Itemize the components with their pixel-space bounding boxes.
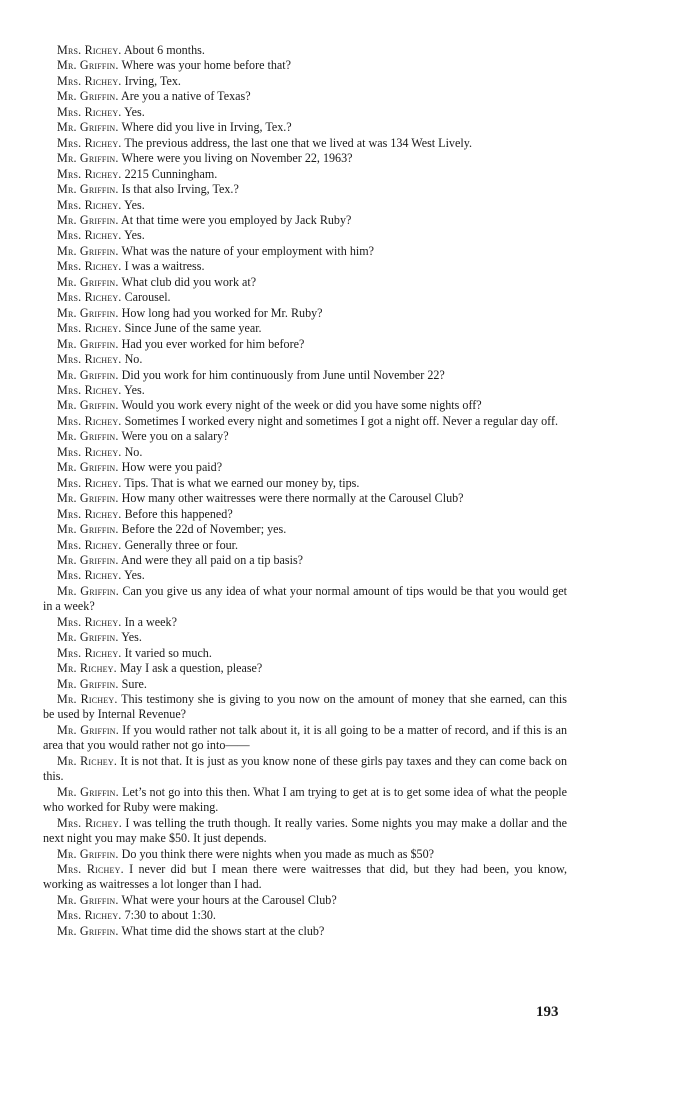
speech-text: 2215 Cunningham. <box>124 166 218 181</box>
testimony-line <box>43 182 567 197</box>
speaker-name: Mrs. Richey. <box>57 166 122 181</box>
testimony-line <box>43 924 567 939</box>
speaker-name: Mr. Griffin. <box>57 846 119 861</box>
speaker-name: Mr. Richey. <box>57 692 118 707</box>
speech-text: Were you on a salary? <box>121 429 229 444</box>
speech-text: Would you work every night of the week or did you have some nights off? <box>121 398 482 413</box>
testimony-line <box>43 290 567 305</box>
testimony-line <box>43 538 567 553</box>
speech-text: About 6 months. <box>123 43 205 57</box>
speaker-name: Mr. Griffin. <box>57 722 119 737</box>
testimony-line <box>43 754 567 785</box>
speaker-name: Mrs. Richey. <box>57 382 122 397</box>
testimony-line <box>43 337 567 352</box>
speech-text: What time did the shows start at the club? <box>121 923 325 938</box>
testimony-line <box>43 58 567 73</box>
page-number: 193 <box>536 1004 559 1020</box>
speaker-name: Mrs. Richey. <box>57 43 122 57</box>
speech-text: This testimony she is giving to you now on the amount of money that she earned, can this be used by Internal Revenue? <box>43 692 567 722</box>
testimony-line <box>43 414 567 429</box>
speaker-name: Mrs. Richey. <box>57 321 122 336</box>
speech-text: No. <box>124 444 143 459</box>
speech-text: No. <box>124 352 143 367</box>
speaker-name: Mr. Griffin. <box>57 784 119 799</box>
speaker-name: Mrs. Richey. <box>57 135 122 150</box>
speaker-name: Mrs. Richey. <box>57 568 122 583</box>
speech-text: And were they all paid on a tip basis? <box>121 552 304 567</box>
speech-text: Do you think there were nights when you made as much as $50? <box>121 846 435 861</box>
speaker-name: Mrs. Richey. <box>57 908 122 923</box>
testimony-line <box>43 120 567 135</box>
speech-text: Can you give us any idea of what your normal amount of tips would be that you would get in a week? <box>43 583 567 614</box>
speaker-name: Mrs. Richey. <box>57 259 122 274</box>
speaker-name: Mrs. Richey. <box>57 413 122 428</box>
speaker-name: Mr. Griffin. <box>57 120 119 135</box>
speaker-name: Mrs. Richey. <box>57 614 122 629</box>
testimony-line <box>43 507 567 522</box>
speech-text: I was telling the truth though. It really varies. Some nights you may make a dollar and the next night you may make $50. It just depends. <box>43 815 567 846</box>
testimony-line <box>43 151 567 166</box>
testimony-line <box>43 460 567 475</box>
speaker-name: Mrs. Richey. <box>57 197 122 212</box>
speech-text: Before this happened? <box>124 506 233 521</box>
speech-text: Did you work for him continuously from June until November 22? <box>121 367 445 382</box>
speaker-name: Mr. Griffin. <box>57 583 119 598</box>
testimony-line <box>43 136 567 151</box>
speech-text: Carousel. <box>124 290 171 305</box>
speech-text: The previous address, the last one that we lived at was 134 West Lively. <box>124 135 472 150</box>
speaker-name: Mrs. Richey. <box>57 228 122 243</box>
testimony-line <box>43 491 567 506</box>
speech-text: Sometimes I worked every night and sometimes I got a night off. Never a regular day off. <box>124 413 559 428</box>
speaker-name: Mr. Griffin. <box>57 151 119 166</box>
speech-text: Where was your home before that? <box>121 58 292 73</box>
speech-text: Is that also Irving, Tex.? <box>121 182 239 197</box>
speaker-name: Mr. Griffin. <box>57 491 119 506</box>
testimony-line <box>43 445 567 460</box>
speaker-name: Mrs. Richey. <box>57 444 122 459</box>
speaker-name: Mrs. Richey. <box>57 815 122 830</box>
testimony-line <box>43 568 567 583</box>
speaker-name: Mr. Griffin. <box>57 460 119 475</box>
speaker-name: Mrs. Richey. <box>57 475 122 490</box>
speech-text: Yes. <box>124 568 145 583</box>
testimony-line <box>43 816 567 847</box>
speaker-name: Mr. Richey. <box>57 753 118 768</box>
speaker-name: Mrs. Richey. <box>57 290 122 305</box>
speech-text: At that time were you employed by Jack Ruby? <box>121 212 352 227</box>
testimony-line <box>43 723 567 754</box>
speech-text: Yes. <box>121 630 142 645</box>
testimony-line <box>43 584 567 615</box>
testimony-line <box>43 89 567 104</box>
testimony-line <box>43 74 567 89</box>
testimony-line <box>43 352 567 367</box>
speech-text: If you would rather not talk about it, it is all going to be a matter of record, and if this is an area that you would rather not go into—— <box>43 722 567 753</box>
speaker-name: Mr. Griffin. <box>57 892 119 907</box>
testimony-line <box>43 522 567 537</box>
speaker-name: Mr. Griffin. <box>57 676 119 691</box>
speech-text: It varied so much. <box>124 645 212 660</box>
speaker-name: Mr. Griffin. <box>57 923 119 938</box>
testimony-line <box>43 429 567 444</box>
speech-text: In a week? <box>124 614 177 629</box>
testimony-line <box>43 43 567 58</box>
speech-text: I was a waitress. <box>124 259 205 274</box>
speaker-name: Mr. Griffin. <box>57 212 119 227</box>
testimony-line <box>43 785 567 816</box>
speech-text: 7:30 to about 1:30. <box>124 908 216 923</box>
speaker-name: Mr. Griffin. <box>57 182 119 197</box>
speech-text: Yes. <box>124 104 145 119</box>
testimony-line <box>43 692 567 723</box>
speech-text: Are you a native of Texas? <box>121 89 251 104</box>
speech-text: Yes. <box>124 382 145 397</box>
speech-text: Where did you live in Irving, Tex.? <box>121 120 292 135</box>
testimony-line <box>43 383 567 398</box>
speech-text: Where were you living on November 22, 1963? <box>121 151 353 166</box>
speaker-name: Mrs. Richey. <box>57 506 122 521</box>
speaker-name: Mr. Griffin. <box>57 89 119 104</box>
testimony-line <box>43 677 567 692</box>
testimony-line <box>43 275 567 290</box>
testimony-line <box>43 661 567 676</box>
testimony-line <box>43 615 567 630</box>
speaker-name: Mr. Griffin. <box>57 398 119 413</box>
testimony-transcript <box>43 43 567 939</box>
speaker-name: Mr. Griffin. <box>57 522 119 537</box>
speaker-name: Mrs. Richey. <box>57 862 124 877</box>
testimony-line <box>43 553 567 568</box>
speech-text: How were you paid? <box>121 460 223 475</box>
speech-text: Generally three or four. <box>124 537 239 552</box>
testimony-line <box>43 893 567 908</box>
testimony-line <box>43 213 567 228</box>
testimony-line <box>43 321 567 336</box>
testimony-line <box>43 259 567 274</box>
speech-text: How many other waitresses were there normally at the Carousel Club? <box>121 491 464 506</box>
speaker-name: Mrs. Richey. <box>57 352 122 367</box>
testimony-line <box>43 646 567 661</box>
speaker-name: Mrs. Richey. <box>57 645 122 660</box>
testimony-line <box>43 368 567 383</box>
testimony-line <box>43 630 567 645</box>
speaker-name: Mr. Griffin. <box>57 58 119 73</box>
speech-text: May I ask a question, please? <box>119 661 263 676</box>
testimony-line <box>43 862 567 893</box>
speaker-name: Mr. Richey. <box>57 661 117 676</box>
speech-text: Let’s not go into this then. What I am trying to get at is to get some idea of what the people who worked for Ruby were making. <box>43 784 568 815</box>
testimony-line <box>43 306 567 321</box>
speaker-name: Mrs. Richey. <box>57 73 122 88</box>
speech-text: Since June of the same year. <box>124 321 262 336</box>
speech-text: Yes. <box>124 228 145 243</box>
speaker-name: Mr. Griffin. <box>57 552 119 567</box>
testimony-line <box>43 908 567 923</box>
speech-text: What were your hours at the Carousel Club? <box>121 892 337 907</box>
speaker-name: Mr. Griffin. <box>57 630 119 645</box>
speaker-name: Mrs. Richey. <box>57 104 122 119</box>
testimony-line <box>43 476 567 491</box>
speaker-name: Mr. Griffin. <box>57 274 119 289</box>
speech-text: Irving, Tex. <box>124 73 181 88</box>
speaker-name: Mr. Griffin. <box>57 429 119 444</box>
speech-text: What was the nature of your employment with him? <box>121 243 375 258</box>
speech-text: What club did you work at? <box>121 274 257 289</box>
speaker-name: Mr. Griffin. <box>57 305 119 320</box>
testimony-line <box>43 847 567 862</box>
testimony-line <box>43 167 567 182</box>
testimony-line <box>43 398 567 413</box>
speech-text: Tips. That is what we earned our money by, tips. <box>124 475 360 490</box>
speech-text: I never did but I mean there were waitresses that did, but they had been, you know, working as waitresses a lot longer than I had. <box>43 862 567 892</box>
speech-text: How long had you worked for Mr. Ruby? <box>121 305 323 320</box>
speech-text: Before the 22d of November; yes. <box>121 522 287 537</box>
speech-text: Had you ever worked for him before? <box>121 336 305 351</box>
testimony-line <box>43 244 567 259</box>
testimony-line <box>43 198 567 213</box>
testimony-line <box>43 105 567 120</box>
speaker-name: Mr. Griffin. <box>57 336 119 351</box>
speech-text: Yes. <box>124 197 145 212</box>
speaker-name: Mr. Griffin. <box>57 367 119 382</box>
speech-text: It is not that. It is just as you know none of these girls pay taxes and they can come back on this. <box>43 753 567 784</box>
speaker-name: Mrs. Richey. <box>57 537 122 552</box>
testimony-line <box>43 228 567 243</box>
speaker-name: Mr. Griffin. <box>57 243 119 258</box>
speech-text: Sure. <box>121 676 147 691</box>
